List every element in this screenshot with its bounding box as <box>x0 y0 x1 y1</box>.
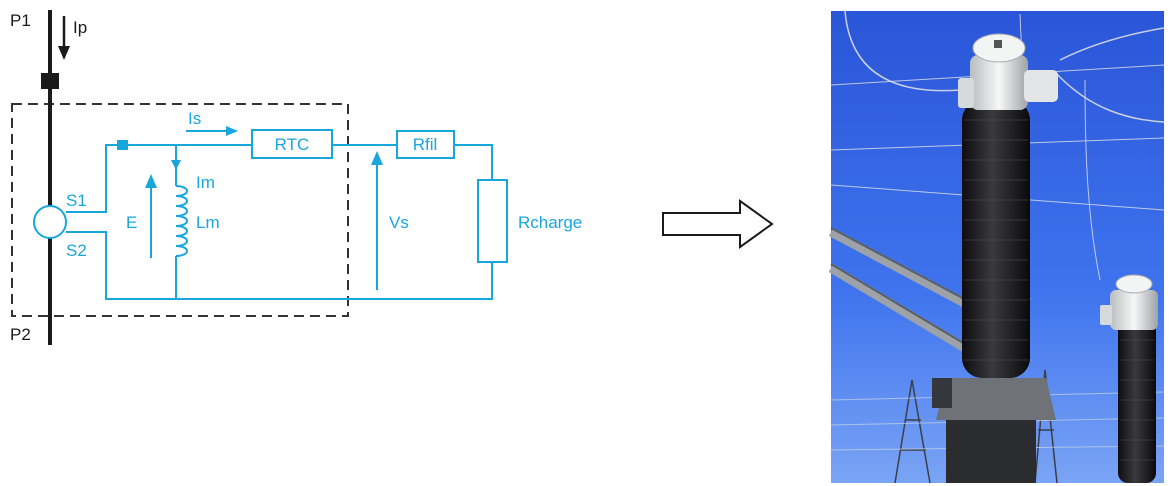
wire-rfil-to-rcharge <box>454 145 492 180</box>
rcharge-resistor <box>478 180 507 262</box>
primary-current-label: Ip <box>73 18 88 37</box>
secondary-voltage-label: Vs <box>389 213 409 232</box>
terminal-p2-label: P2 <box>10 325 31 344</box>
terminal-s1-label: S1 <box>66 191 87 210</box>
ct-core-icon <box>34 206 66 238</box>
secondary-wire-s1 <box>66 145 252 212</box>
secondary-current-label: Is <box>188 109 202 128</box>
magnetizing-inductance-label: Lm <box>196 213 220 232</box>
rtc-label: RTC <box>274 135 310 154</box>
current-transformer-photo <box>831 11 1164 483</box>
secondary-voltage-arrow <box>371 151 383 290</box>
rcharge-label: Rcharge <box>518 213 583 232</box>
primary-current-arrow <box>58 16 70 60</box>
rfil-label: Rfil <box>412 135 438 154</box>
emf-label: E <box>126 213 138 232</box>
magnetizing-current-label: Im <box>196 173 215 192</box>
terminal-p1-label: P1 <box>10 11 31 30</box>
right-hollow-arrow-icon <box>663 201 772 247</box>
secondary-terminal-marker <box>117 140 128 150</box>
secondary-wire-s2 <box>66 232 492 299</box>
primary-terminal-block <box>41 73 59 89</box>
emf-arrow <box>145 174 157 258</box>
ct-equivalent-circuit <box>10 10 582 345</box>
inductor-coil-icon <box>176 186 187 256</box>
magnetizing-current-arrow <box>171 148 181 170</box>
terminal-s2-label: S2 <box>66 241 87 260</box>
